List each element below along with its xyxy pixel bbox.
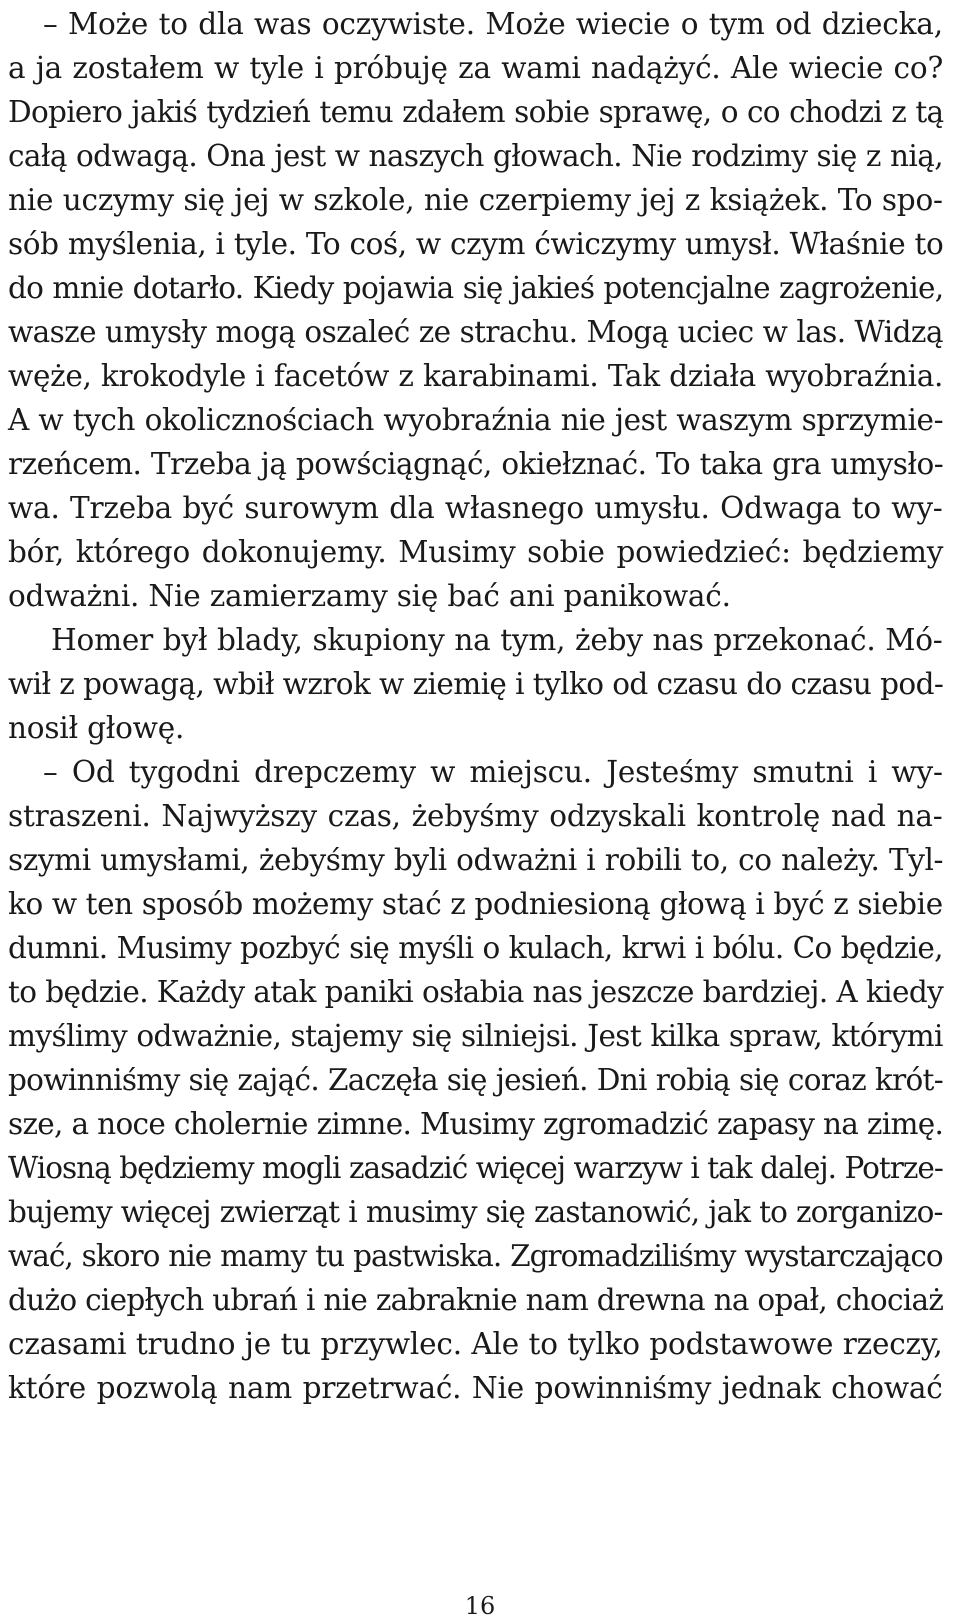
text-line: dużo ciepłych ubrań i nie zabraknie nam drewna na opał, chociaż — [8, 1283, 944, 1317]
text-line: A w tych okolicznościach wyobraźnia nie jest waszym sprzymie- — [8, 403, 944, 437]
text-line: wił z powagą, wbił wzrok w ziemię i tylko od czasu do czasu pod- — [8, 667, 944, 701]
text-line: rzeńcem. Trzeba ją powściągnąć, okiełznać. To taka gra umysło- — [8, 447, 944, 481]
text-line: wasze umysły mogą oszaleć ze strachu. Mogą uciec w las. Widzą — [8, 315, 943, 349]
text-line: powinniśmy się zająć. Zaczęła się jesień. Dni robią się coraz krót- — [8, 1063, 943, 1097]
text-line: Dopiero jakiś tydzień temu zdałem sobie sprawę, o co chodzi z tą — [8, 95, 944, 129]
text-line: a ja zostałem w tyle i próbuję za wami nadążyć. Ale wiecie co? — [8, 51, 944, 85]
text-line: sze, a noce cholernie zimne. Musimy zgromadzić zapasy na zimę. — [8, 1107, 944, 1141]
text-line: bujemy więcej zwierząt i musimy się zastanowić, jak to zorganizo- — [8, 1195, 943, 1229]
text-line: to będzie. Każdy atak paniki osłabia nas jeszcze bardziej. A kiedy — [8, 975, 944, 1009]
text-line: dumni. Musimy pozbyć się myśli o kulach, krwi i bólu. Co będzie, — [8, 931, 943, 965]
text-line: – Może to dla was oczywiste. Może wiecie o tym od dziecka, — [43, 7, 943, 41]
text-line: wać, skoro nie mamy tu pastwiska. Zgromadziliśmy wystarczająco — [8, 1239, 943, 1273]
text-line: bór, którego dokonujemy. Musimy sobie powiedzieć: będziemy — [8, 535, 944, 569]
text-line: wa. Trzeba być surowym dla własnego umysłu. Odwaga to wy- — [8, 491, 943, 525]
text-line: całą odwagą. Ona jest w naszych głowach. Nie rodzimy się z nią, — [8, 139, 944, 173]
text-line: Homer był blady, skupiony na tym, żeby nas przekonać. Mó- — [51, 623, 943, 657]
page-number: 16 — [464, 1592, 496, 1620]
text-line: straszeni. Najwyższy czas, żebyśmy odzyskali kontrolę nad na- — [8, 799, 943, 833]
text-line: do mnie dotarło. Kiedy pojawia się jakieś potencjalne zagrożenie, — [8, 271, 944, 305]
text-line: nie uczymy się jej w szkole, nie czerpiemy jej z książek. To spo- — [8, 183, 943, 217]
text-line: sób myślenia, i tyle. To coś, w czym ćwiczymy umysł. Właśnie to — [8, 227, 944, 261]
text-line: ko w ten sposób możemy stać z podniesioną głową i być z siebie — [8, 887, 943, 921]
text-line: Wiosną będziemy mogli zasadzić więcej warzyw i tak dalej. Potrze- — [8, 1151, 943, 1185]
text-line: szymi umysłami, żebyśmy byli odważni i robili to, co należy. Tyl- — [8, 843, 944, 877]
text-line: – Od tygodni drepczemy w miejscu. Jesteśmy smutni i wy- — [43, 755, 943, 789]
text-line: nosił głowę. — [8, 711, 185, 745]
text-line: czasami trudno je tu przywlec. Ale to tylko podstawowe rzeczy, — [8, 1327, 943, 1361]
text-line: które pozwolą nam przetrwać. Nie powinniśmy jednak chować — [8, 1371, 943, 1405]
text-line: odważni. Nie zamierzamy się bać ani panikować. — [8, 579, 731, 613]
text-line: myślimy odważnie, stajemy się silniejsi. Jest kilka spraw, którymi — [8, 1019, 943, 1053]
text-line: węże, krokodyle i facetów z karabinami. Tak działa wyobraźnia. — [8, 359, 944, 393]
